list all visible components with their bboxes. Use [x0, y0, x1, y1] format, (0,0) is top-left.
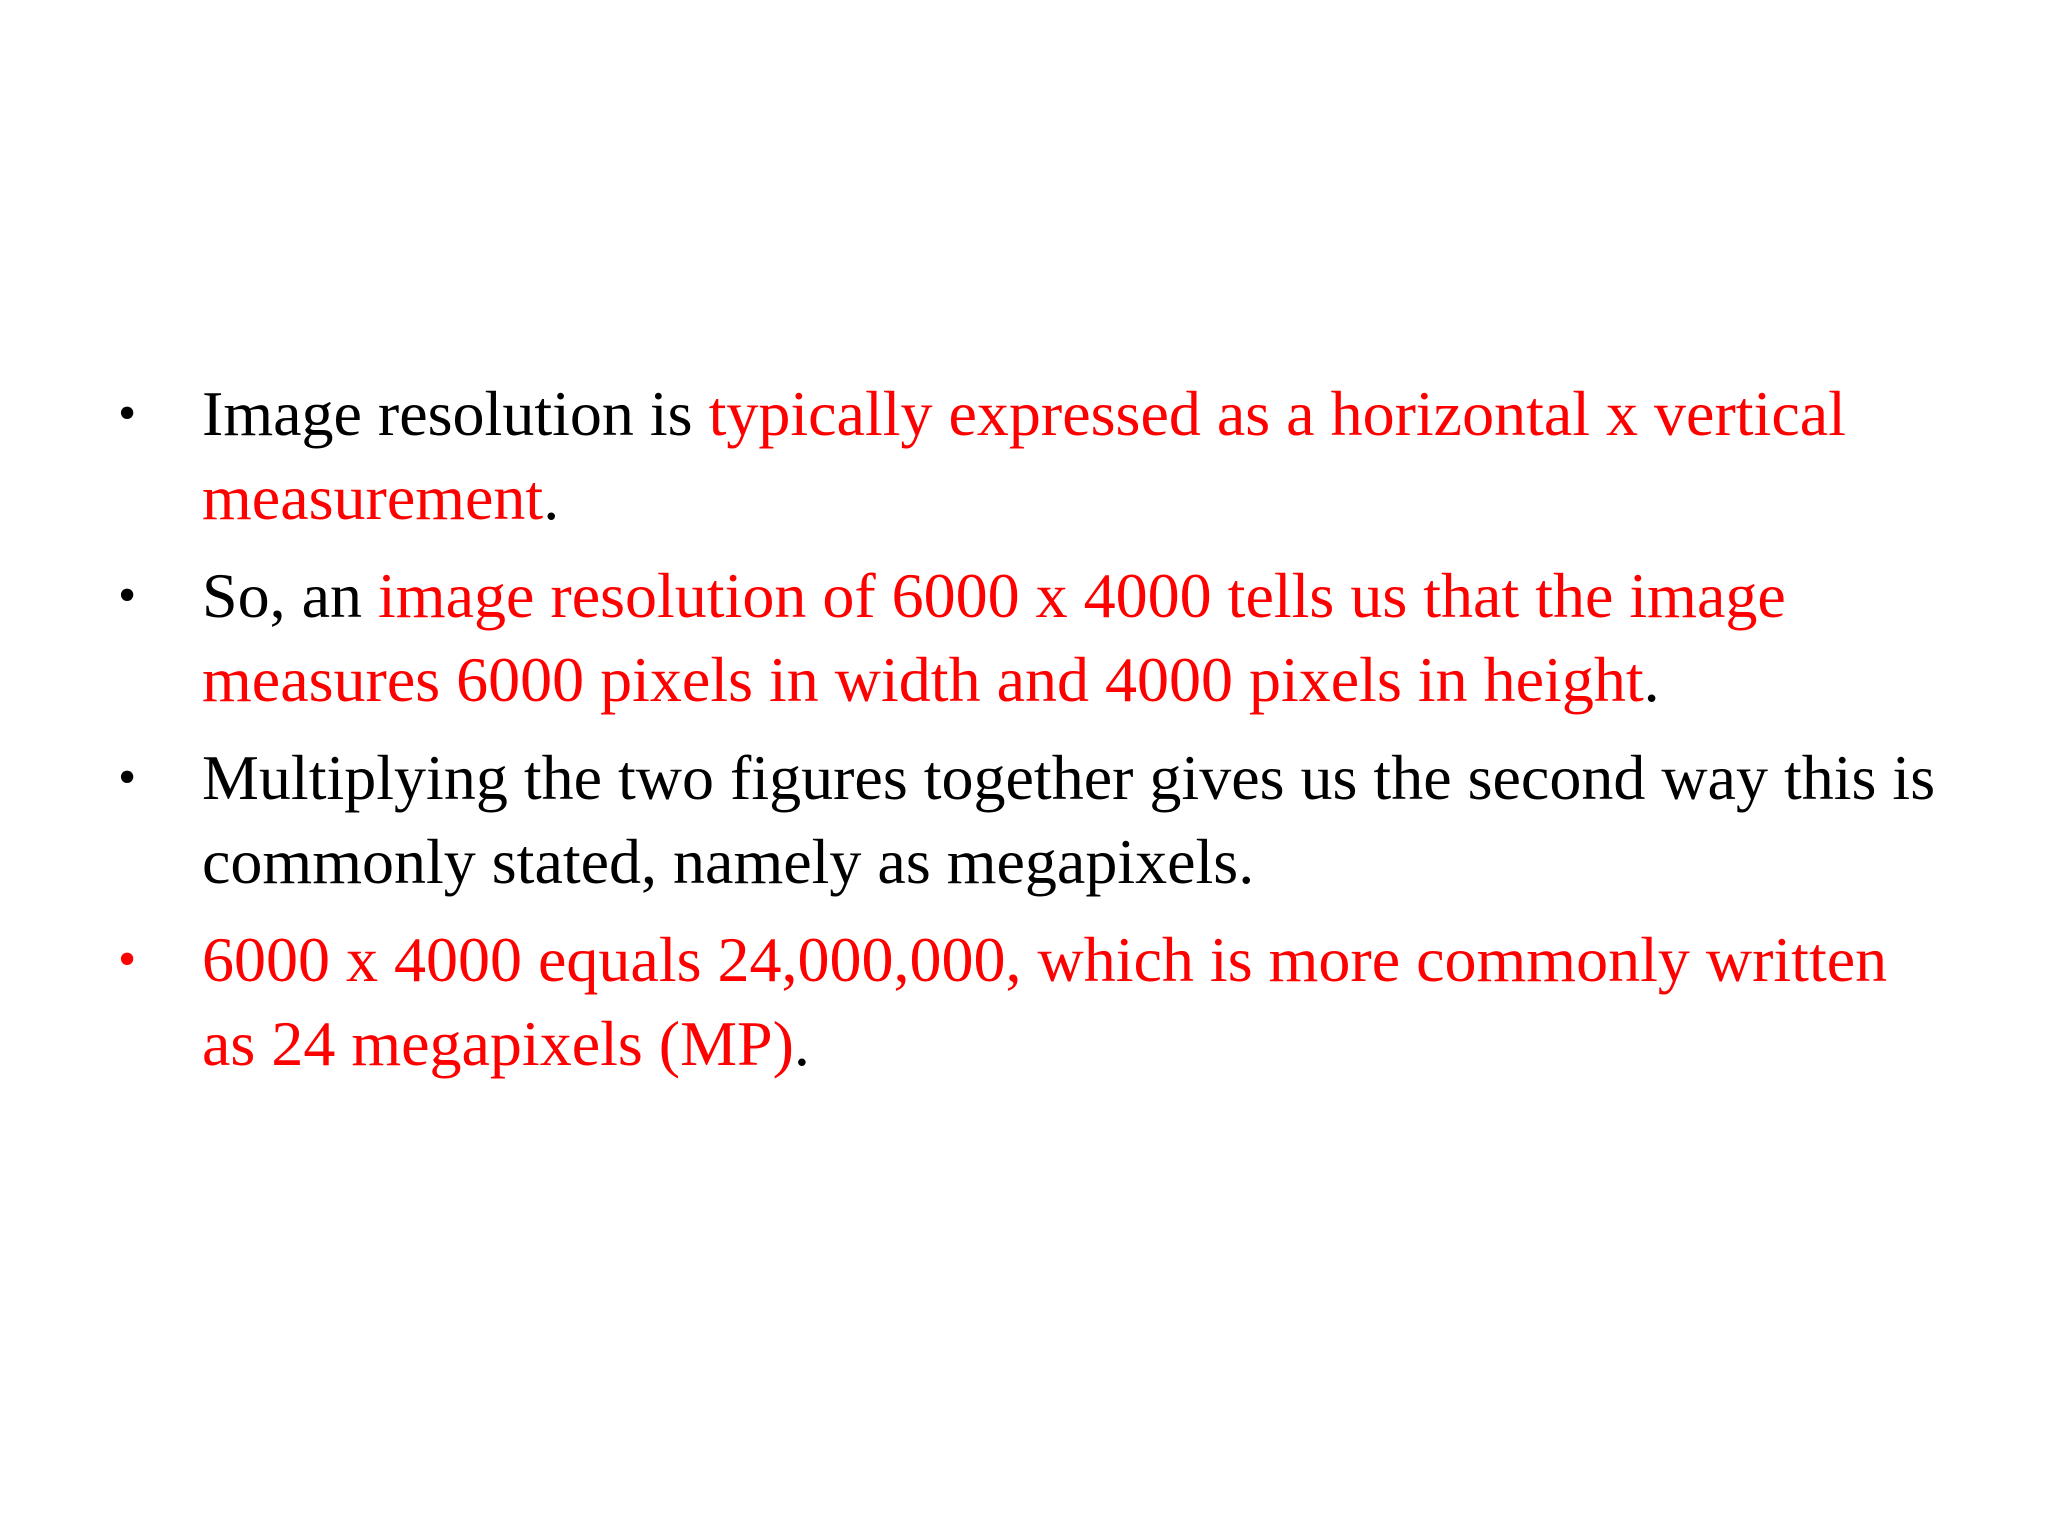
- bullet-item-megapixels-intro: [118, 736, 1948, 904]
- bullet-item-megapixels-example: [118, 918, 1948, 1086]
- highlighted-text: image resolution of 6000 x 4000 tells us that the image measures 6000 pixels in width and 4000 pixels in height: [202, 560, 1786, 715]
- bullet-item-resolution-definition: [118, 372, 1948, 540]
- highlighted-text: 6000 x 4000 equals 24,000,000, which is more commonly written as 24 megapixels (MP): [202, 924, 1888, 1079]
- bullet-text: .: [543, 462, 560, 533]
- bullet-text: Image resolution is: [202, 378, 709, 449]
- bullet-icon: •: [118, 567, 137, 624]
- bullet-icon: •: [118, 385, 137, 442]
- bullet-text: Multiplying the two figures together gives us the second way this is commonly stated, namely as megapixels.: [202, 742, 1936, 897]
- bullet-item-resolution-example: [118, 554, 1948, 722]
- bullet-icon: •: [118, 749, 137, 806]
- bullet-icon: •: [118, 931, 137, 988]
- bullet-text: .: [1643, 644, 1660, 715]
- highlighted-text: typically expressed as a horizontal x vertical measurement: [202, 378, 1846, 533]
- bullet-list: [118, 372, 1948, 1100]
- bullet-text: .: [793, 1008, 810, 1079]
- bullet-text: So, an: [202, 560, 378, 631]
